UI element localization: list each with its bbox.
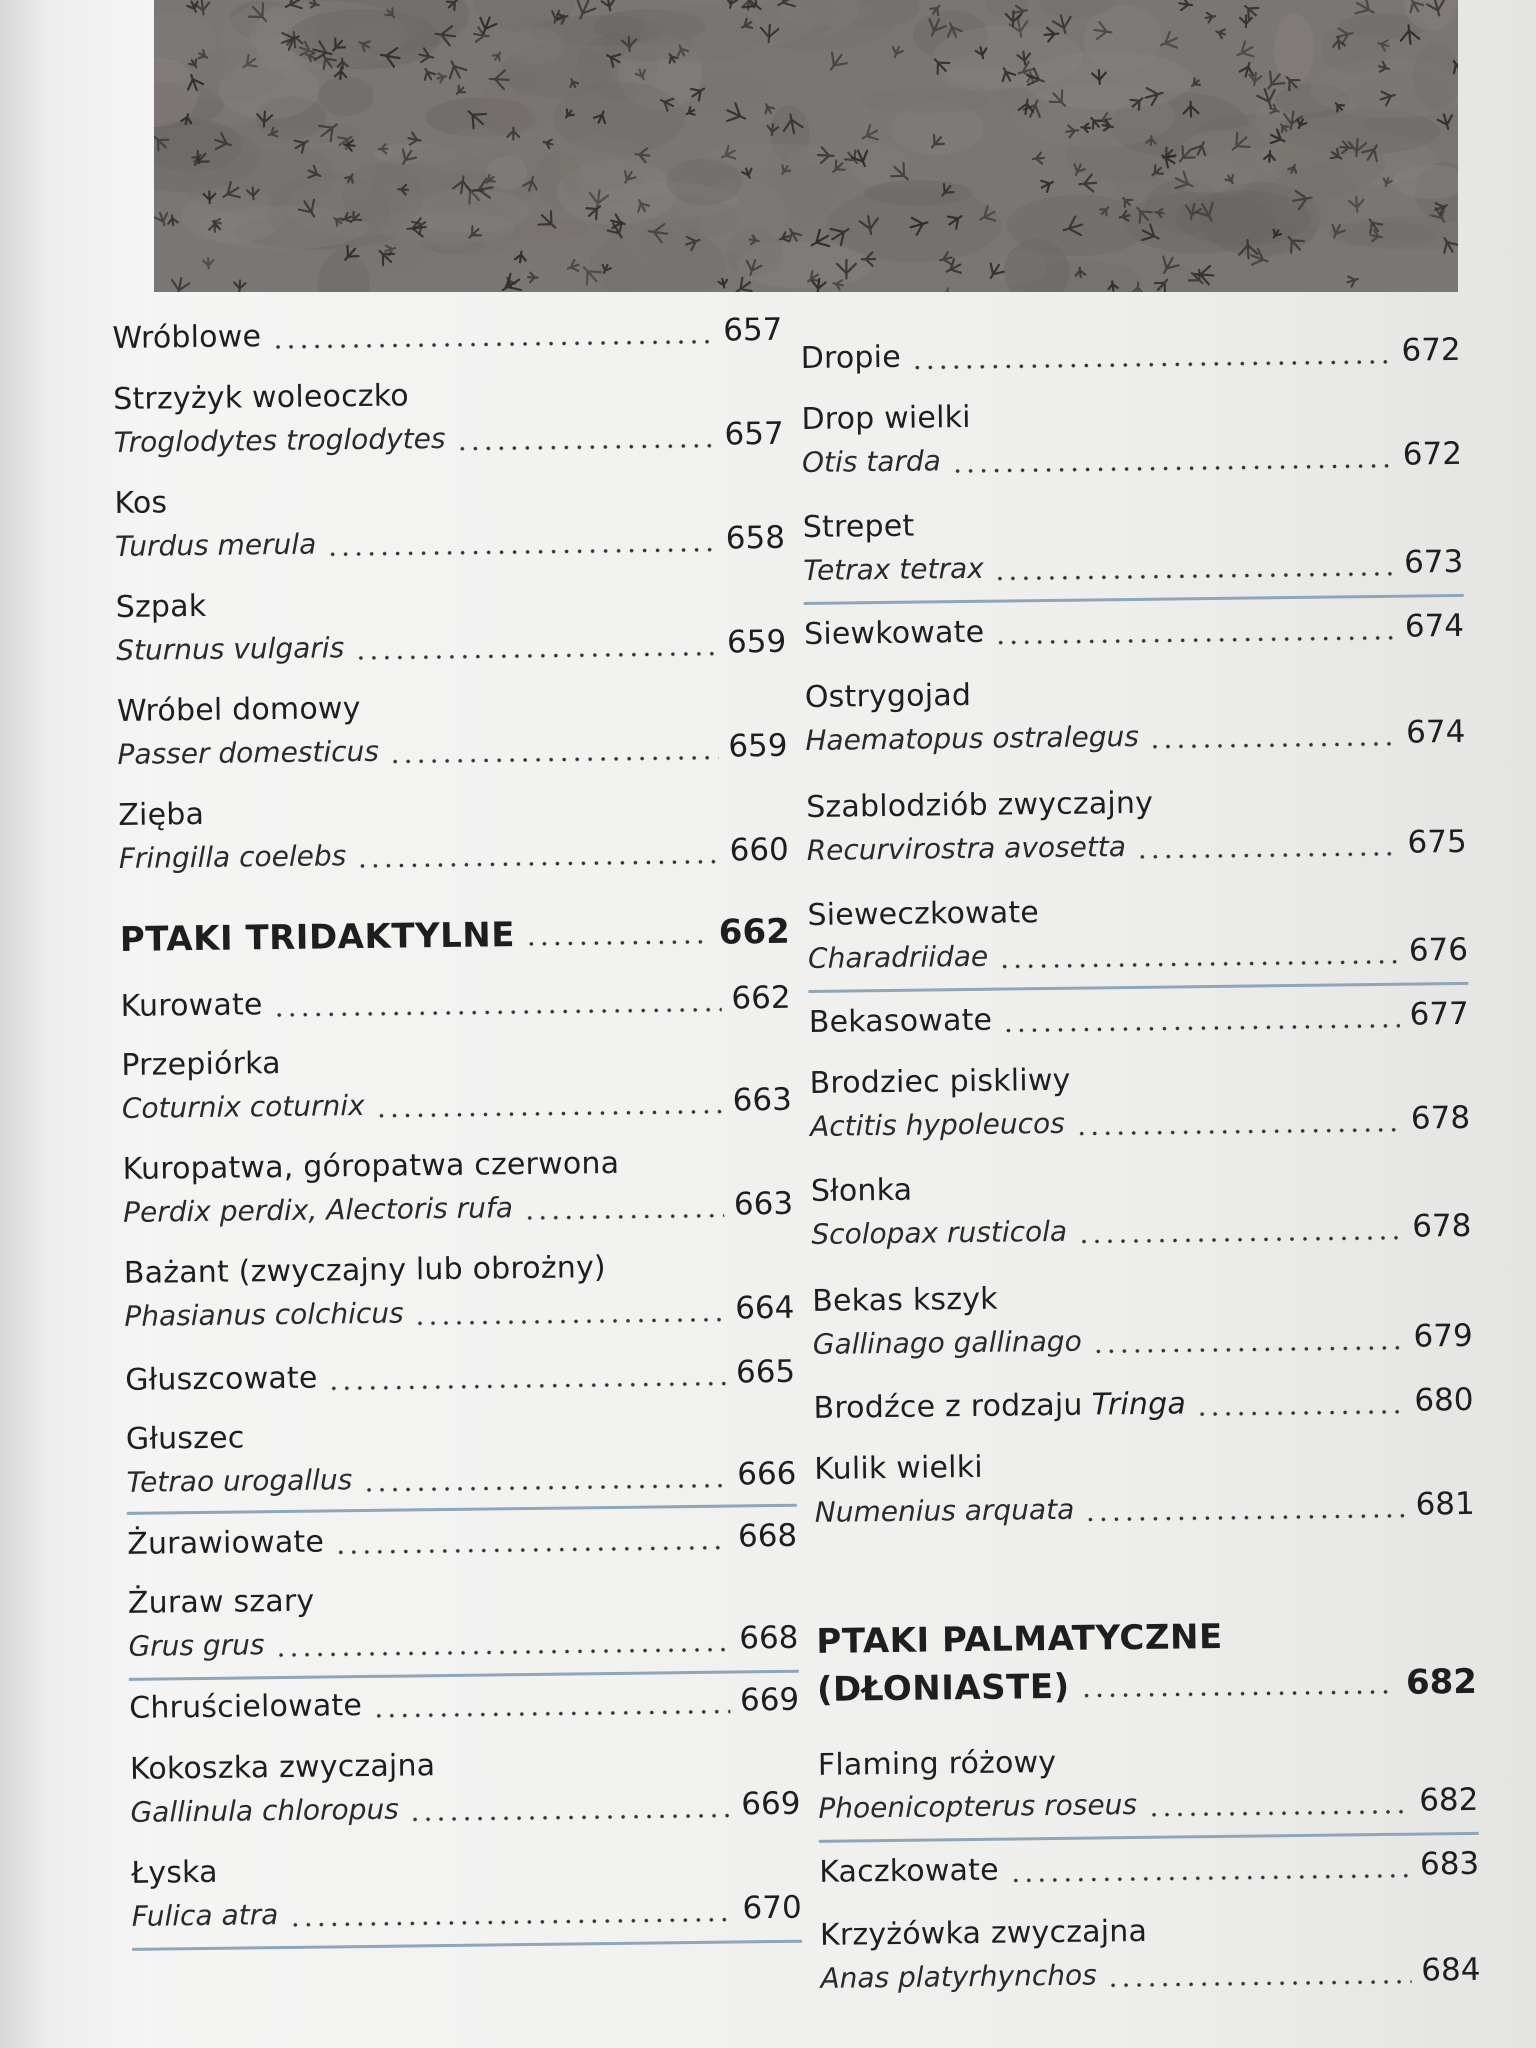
dot-leader: [273, 1006, 722, 1019]
dot-leader: [275, 1646, 730, 1660]
entry-name-italic: Tringa: [1091, 1386, 1187, 1423]
dot-leader: [409, 1812, 732, 1824]
toc-entry[interactable]: [120, 980, 790, 1030]
entry-name: Łyska: [131, 1854, 218, 1891]
entry-page: 674: [1405, 713, 1466, 751]
entry-name: Kurowate: [120, 987, 263, 1024]
entry-name: Żurawiowate: [126, 1524, 325, 1562]
bird-footprint: [601, 0, 616, 12]
entry-page: 673: [1403, 543, 1464, 581]
dot-leader: [994, 634, 1395, 647]
bird-footprint: [443, 57, 468, 82]
entry-name: Ostrygojad: [804, 677, 972, 715]
entry-name: Zięba: [118, 796, 205, 833]
entry-latin: Actitis hypoleucos: [809, 1106, 1065, 1143]
toc-section-heading[interactable]: [120, 912, 790, 962]
entry-page: 675: [1407, 823, 1467, 861]
bird-footprint: [742, 167, 755, 180]
toc-entry[interactable]: [121, 1040, 792, 1132]
bird-footprint: [762, 102, 775, 115]
bird-footprint: [169, 276, 189, 292]
entry-name: Wróbel domowy: [116, 690, 361, 729]
toc-entry[interactable]: [812, 1276, 1473, 1368]
toc-entry[interactable]: [131, 1848, 802, 1940]
toc-entry[interactable]: [112, 312, 782, 362]
entry-latin: Haematopus ostralegus: [805, 719, 1140, 757]
entry-latin: Coturnix coturnix: [121, 1088, 365, 1125]
dot-leader: [1196, 1408, 1404, 1419]
dot-leader: [1002, 1022, 1399, 1035]
entry-page: 676: [1408, 931, 1469, 969]
entry-page: 663: [733, 1185, 794, 1223]
entry-name: Strepet: [802, 508, 915, 545]
ground-patch: [391, 162, 448, 201]
entry-page: 684: [1421, 1951, 1481, 1989]
bird-footprint: [515, 251, 527, 263]
entry-page: 682: [1418, 1781, 1479, 1819]
entry-page: 664: [734, 1289, 795, 1327]
dot-leader: [271, 338, 713, 351]
entry-name: Kokoszka zwyczajna: [129, 1748, 436, 1787]
entry-page: 669: [739, 1681, 800, 1719]
toc-entry[interactable]: [806, 782, 1467, 874]
group-divider: [819, 1832, 1479, 1843]
bird-footprint: [234, 280, 246, 292]
toc-entry[interactable]: [820, 1910, 1481, 2002]
entry-name: Sieweczkowate: [807, 895, 1040, 933]
entry-page: 677: [1409, 995, 1469, 1033]
bird-footprint: [1240, 15, 1252, 27]
toc-entry[interactable]: [127, 1518, 797, 1568]
entry-latin: Gallinago gallinago: [812, 1324, 1082, 1361]
entry-page: 678: [1411, 1207, 1472, 1245]
toc-entry[interactable]: [122, 1144, 793, 1236]
entry-name: Przepiórka: [121, 1045, 281, 1083]
entry-page: 657: [724, 415, 784, 453]
entry-name: Flaming różowy: [817, 1744, 1057, 1783]
bird-footprint: [824, 49, 849, 74]
ground-patch: [199, 205, 368, 249]
toc-entry[interactable]: [125, 1354, 795, 1404]
dot-leader: [375, 1108, 723, 1120]
entry-page: 665: [735, 1353, 796, 1391]
entry-name: Drop wielki: [801, 399, 971, 437]
ground-patch: [1329, 216, 1459, 250]
entry-name: Dropie: [800, 339, 902, 376]
toc-entry[interactable]: [811, 1166, 1472, 1258]
entry-page: 659: [726, 623, 787, 661]
dot-leader: [523, 1212, 724, 1222]
entry-name: Kaczkowate: [818, 1852, 999, 1890]
entry-latin: Phoenicopterus roseus: [818, 1787, 1138, 1825]
dot-leader: [456, 442, 715, 453]
entry-page: 663: [732, 1081, 793, 1119]
bird-footprint: [941, 287, 953, 292]
entry-name: Słonka: [810, 1172, 913, 1209]
group-divider: [132, 1940, 802, 1951]
bird-footprint: [167, 215, 178, 226]
toc-entry[interactable]: [126, 1414, 797, 1506]
entry-latin: Tetrao urogallus: [126, 1463, 353, 1499]
entry-page: 662: [718, 911, 791, 953]
ground-patch: [1322, 24, 1388, 75]
toc-entry[interactable]: [118, 790, 789, 882]
entry-page: 668: [737, 1517, 798, 1555]
toc-section-heading[interactable]: [816, 1614, 1477, 1712]
entry-name: Kos: [114, 485, 168, 521]
entry-latin: Recurvirostra avosetta: [806, 830, 1127, 867]
dot-leader: [1080, 1688, 1396, 1700]
bird-footprint: [1239, 61, 1256, 78]
toc-entry[interactable]: [113, 374, 784, 466]
entry-name: Żuraw szary: [127, 1583, 315, 1621]
ground-patch: [453, 127, 502, 154]
toc-entry[interactable]: [803, 502, 1464, 594]
entry-latin: Troglodytes troglodytes: [113, 421, 446, 459]
toc-entry[interactable]: [818, 1740, 1479, 1832]
ground-patch: [487, 156, 527, 190]
toc-entry[interactable]: [814, 1444, 1475, 1536]
entry-page: 672: [1401, 331, 1461, 369]
ground-patch: [1195, 125, 1347, 170]
toc-entry[interactable]: [117, 686, 788, 778]
entry-latin: Turdus merula: [114, 527, 317, 563]
entry-name: Bekasowate: [808, 1002, 993, 1040]
entry-page: 679: [1413, 1317, 1473, 1355]
toc-entry[interactable]: [128, 1578, 799, 1670]
dot-leader: [362, 1482, 727, 1494]
toc-entry[interactable]: [130, 1744, 801, 1836]
entry-latin: Passer domesticus: [117, 734, 380, 771]
dot-leader: [1136, 850, 1398, 861]
bird-footprint: [890, 45, 904, 59]
entry-page: 662: [731, 979, 791, 1017]
entry-page: 670: [742, 1889, 802, 1927]
entry-name: Głuszec: [125, 1420, 245, 1457]
dot-leader: [951, 462, 1393, 475]
dot-leader: [994, 570, 1394, 583]
bird-footprint: [1039, 176, 1056, 193]
dot-leader: [414, 1316, 726, 1328]
entry-name: Brodziec piskliwy: [809, 1062, 1071, 1101]
entry-latin: Anas platyrhynchos: [820, 1958, 1097, 1995]
entry-name: Krzyżówka zwyczajna: [819, 1913, 1148, 1953]
toc-entry[interactable]: [809, 1058, 1470, 1150]
dot-leader: [1107, 1978, 1412, 1990]
entry-page: 659: [728, 727, 788, 765]
ground-patch: [826, 188, 1002, 262]
dot-leader: [326, 546, 716, 559]
toc-entry[interactable]: [129, 1682, 799, 1732]
entry-latin: Grus grus: [128, 1628, 265, 1663]
entry-name: Głuszcowate: [124, 1360, 318, 1398]
entry-page: 683: [1419, 1845, 1480, 1883]
ground-patch: [851, 144, 908, 187]
toc-entry[interactable]: [114, 478, 785, 570]
entry-latin: Otis tarda: [801, 444, 942, 479]
dot-leader: [356, 858, 719, 870]
bird-footprint: [1233, 40, 1256, 63]
ground-patch: [860, 88, 988, 113]
dot-leader: [998, 958, 1399, 971]
toc-entry[interactable]: [813, 1382, 1473, 1432]
toc-entry[interactable]: [805, 672, 1466, 764]
entry-page: 657: [723, 311, 783, 349]
toc-entry[interactable]: [801, 394, 1462, 486]
toc-column-left: [112, 292, 803, 2040]
entry-latin: Fringilla coelebs: [118, 839, 347, 875]
group-divider: [129, 1670, 799, 1681]
ground-patch: [1023, 51, 1193, 109]
section-name: PTAKI PALMATYCZNE: [816, 1616, 1223, 1662]
ground-patch: [505, 27, 565, 65]
ground-patch: [559, 133, 647, 205]
bird-footprint: [203, 258, 214, 269]
toc-entry[interactable]: [804, 608, 1464, 658]
entry-name: Wróblowe: [112, 319, 262, 356]
bird-footprint: [1248, 72, 1262, 86]
entry-latin: Scolopax rusticola: [811, 1214, 1068, 1251]
entry-latin: Perdix perdix, Alectoris rufa: [122, 1191, 514, 1229]
entry-latin: Tetrax tetrax: [803, 551, 984, 587]
section-name-continued: (DŁONIASTE): [816, 1666, 1070, 1710]
toc-entry[interactable]: [124, 1248, 795, 1340]
dot-leader: [1009, 1872, 1410, 1885]
bird-footprint: [420, 66, 436, 82]
entry-latin: Fulica atra: [131, 1898, 279, 1933]
dot-leader: [1084, 1512, 1405, 1524]
bird-footprint: [542, 138, 553, 149]
entry-page: 660: [729, 831, 789, 869]
entry-page: 681: [1415, 1485, 1475, 1523]
entry-page: 678: [1410, 1099, 1471, 1137]
bird-tracks-image: [154, 0, 1458, 292]
toc-entry[interactable]: [819, 1846, 1479, 1896]
group-divider: [127, 1504, 797, 1515]
dot-leader: [1092, 1344, 1404, 1356]
entry-latin: Phasianus colchicus: [124, 1296, 404, 1333]
ground-patch: [667, 158, 743, 205]
dot-leader: [1077, 1234, 1402, 1246]
entry-name: Brodźce z rodzaju: [813, 1387, 1083, 1426]
bird-footprint: [436, 72, 447, 83]
entry-page: 668: [739, 1619, 799, 1657]
entry-page: 672: [1402, 435, 1463, 473]
entry-name: Kuropatwa, góropatwa czerwona: [122, 1145, 620, 1187]
entry-name: Szablodziób zwyczajny: [805, 785, 1154, 825]
entry-latin: Charadriidae: [807, 939, 989, 975]
entry-name: Strzyżyk woleoczko: [113, 378, 410, 417]
entry-page: 680: [1414, 1381, 1474, 1419]
entry-name: Siewkowate: [803, 614, 985, 652]
dot-leader: [1147, 1808, 1409, 1819]
entry-page: 682: [1405, 1661, 1478, 1703]
ground-patch: [640, 4, 761, 63]
dot-leader: [354, 650, 717, 662]
bird-footprint: [1032, 152, 1044, 164]
entry-page: 674: [1404, 607, 1465, 645]
bird-tracks-photo: [154, 0, 1458, 292]
section-name: PTAKI TRIDAKTYLNE: [119, 915, 516, 960]
entry-latin: Numenius arquata: [814, 1492, 1075, 1529]
entry-name: Chruścielowate: [128, 1688, 363, 1726]
entry-page: 666: [737, 1455, 797, 1493]
entry-name: Bażant (zwyczajny lub obrożny): [123, 1250, 607, 1291]
bird-footprint: [1178, 0, 1193, 12]
toc-entry[interactable]: [116, 582, 787, 674]
dot-leader: [525, 938, 709, 948]
dot-leader: [1075, 1126, 1401, 1138]
dot-leader: [334, 1544, 728, 1557]
dot-leader: [328, 1380, 727, 1393]
dot-leader: [1149, 740, 1396, 751]
entry-name: Bekas kszyk: [812, 1281, 998, 1319]
entry-page: 669: [741, 1785, 801, 1823]
toc-column-right: [800, 292, 1481, 2040]
ground-patch: [318, 76, 374, 116]
dot-leader: [911, 358, 1392, 372]
bird-footprint: [1215, 27, 1227, 39]
entry-page: 658: [725, 519, 786, 557]
bird-footprint: [1205, 11, 1216, 22]
toc-entry[interactable]: [809, 996, 1469, 1046]
ground-patch: [286, 9, 440, 69]
dot-leader: [288, 1916, 732, 1929]
entry-latin: Sturnus vulgaris: [116, 631, 345, 667]
entry-name: Szpak: [115, 588, 207, 625]
dot-leader: [389, 754, 719, 766]
group-divider: [808, 982, 1468, 993]
bird-footprint: [454, 84, 467, 97]
entry-name: Kulik wielki: [814, 1449, 984, 1487]
toc-entry[interactable]: [800, 332, 1460, 382]
toc-entry[interactable]: [807, 890, 1468, 982]
bird-footprint: [492, 50, 504, 62]
dot-leader: [372, 1708, 730, 1720]
group-divider: [804, 594, 1464, 605]
entry-latin: Gallinula chloropus: [130, 1792, 399, 1829]
